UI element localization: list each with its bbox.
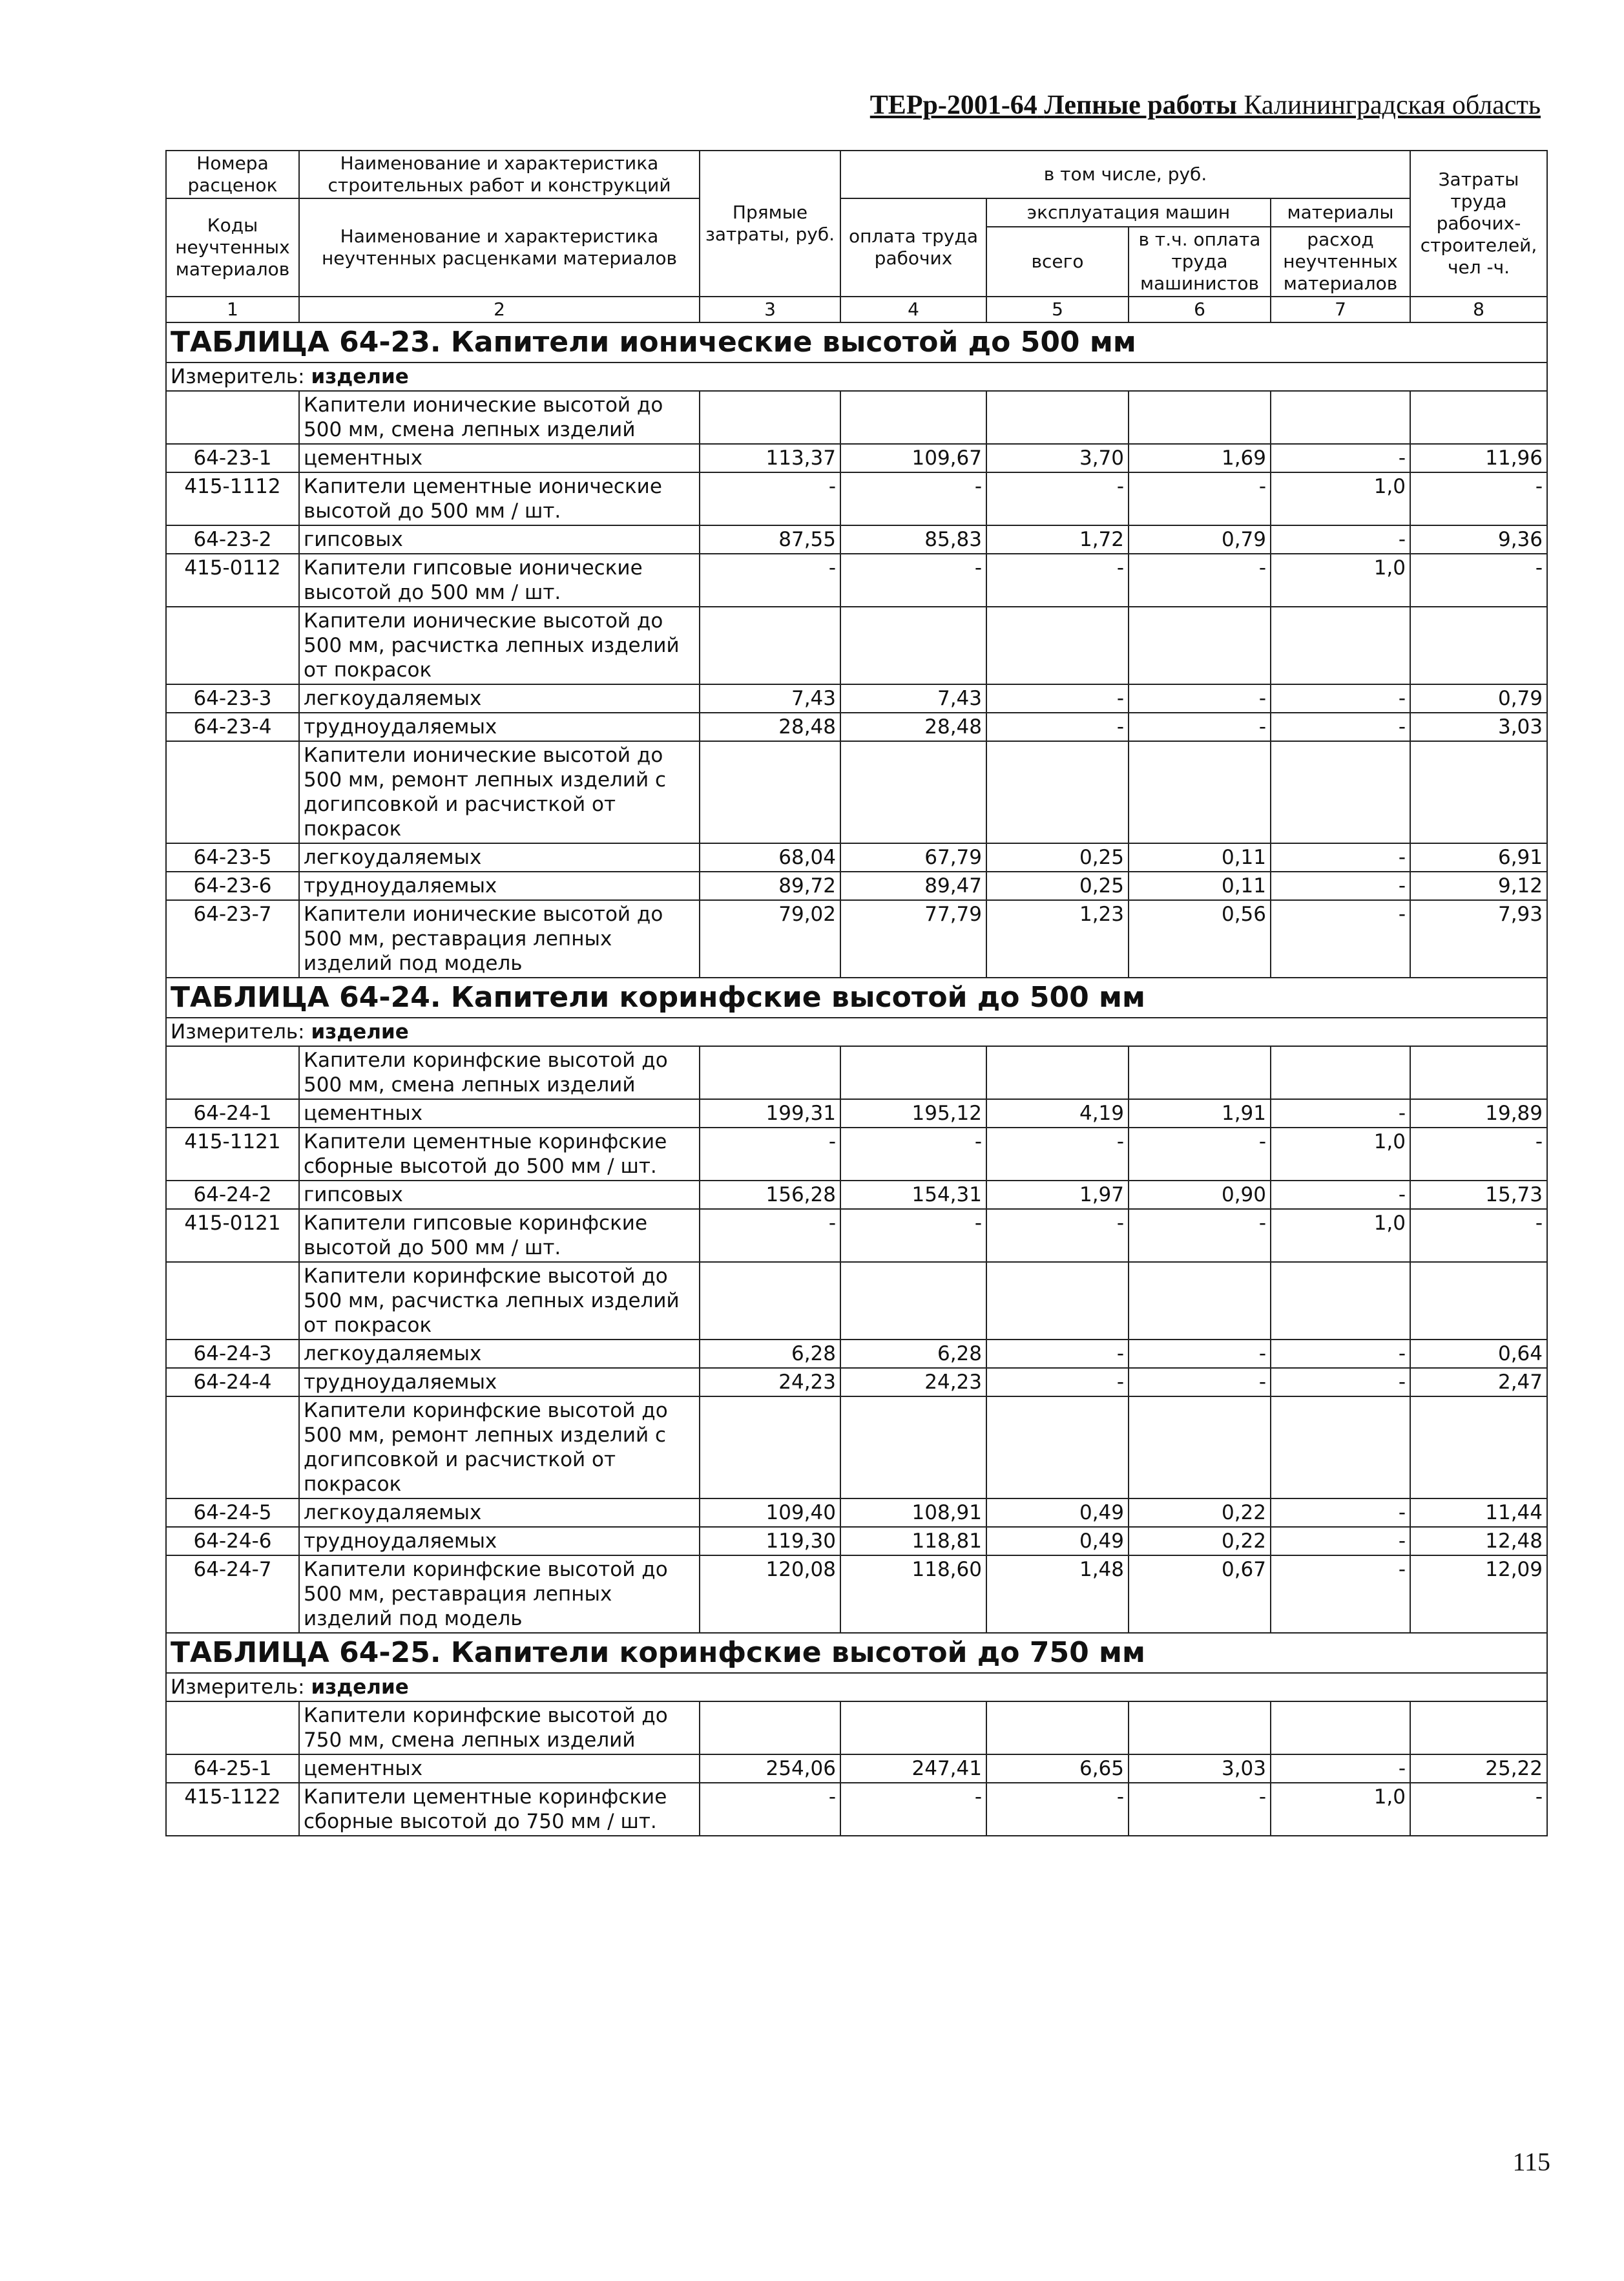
machinist-pay: - bbox=[1129, 1209, 1271, 1262]
group-empty-cell bbox=[1410, 391, 1547, 444]
group-empty-cell bbox=[700, 607, 840, 684]
table-row bbox=[166, 1099, 1547, 1128]
table-row bbox=[166, 1209, 1547, 1262]
group-empty-cell bbox=[1129, 741, 1271, 843]
table-row bbox=[166, 554, 1547, 607]
group-empty-cell bbox=[840, 1701, 986, 1754]
machines-total: 0,25 bbox=[986, 872, 1129, 900]
worker-pay: 89,47 bbox=[840, 872, 986, 900]
group-row bbox=[166, 1396, 1547, 1498]
rate-name: трудноудаляемых bbox=[299, 1368, 700, 1396]
worker-pay: 118,60 bbox=[840, 1555, 986, 1633]
worker-pay: - bbox=[840, 1783, 986, 1836]
table-row bbox=[166, 843, 1547, 872]
rate-code: 64-23-4 bbox=[166, 713, 299, 741]
section-title: ТАБЛИЦА 64-24. Капители коринфские высотой до 500 мм bbox=[166, 978, 1547, 1018]
table-row bbox=[166, 472, 1547, 525]
machines-total: - bbox=[986, 1368, 1129, 1396]
group-empty-cell bbox=[840, 607, 986, 684]
group-empty-cell bbox=[1410, 741, 1547, 843]
worker-pay: 108,91 bbox=[840, 1498, 986, 1527]
section-title-row bbox=[166, 1633, 1547, 1673]
group-row bbox=[166, 391, 1547, 444]
machinist-pay: 1,69 bbox=[1129, 444, 1271, 472]
material-consumption: 1,0 bbox=[1271, 1209, 1410, 1262]
measure-value: изделие bbox=[311, 1676, 409, 1699]
worker-pay: 195,12 bbox=[840, 1099, 986, 1128]
col-header-worker-pay: оплата труда рабочих bbox=[840, 198, 986, 297]
group-empty-cell bbox=[1129, 1262, 1271, 1340]
labor-hours: 6,91 bbox=[1410, 843, 1547, 872]
col-number: 3 bbox=[700, 297, 840, 322]
labor-hours: 0,64 bbox=[1410, 1340, 1547, 1368]
measure-label: Измеритель: bbox=[171, 1020, 305, 1044]
col-header-direct-costs: Прямые затраты, руб. bbox=[700, 151, 840, 297]
col-header-materials: материалы bbox=[1271, 198, 1410, 227]
rate-name: гипсовых bbox=[299, 1181, 700, 1209]
col-number: 6 bbox=[1129, 297, 1271, 322]
machines-total: - bbox=[986, 1128, 1129, 1181]
machinist-pay: - bbox=[1129, 1340, 1271, 1368]
labor-hours: 12,48 bbox=[1410, 1527, 1547, 1555]
group-empty-cell bbox=[986, 741, 1129, 843]
section-title: ТАБЛИЦА 64-25. Капители коринфские высотой до 750 мм bbox=[166, 1633, 1547, 1673]
rate-name: Капители гипсовые ионические высотой до 500 мм / шт. bbox=[299, 554, 700, 607]
machinist-pay: - bbox=[1129, 713, 1271, 741]
direct-costs: 68,04 bbox=[700, 843, 840, 872]
labor-hours: - bbox=[1410, 472, 1547, 525]
rate-name: цементных bbox=[299, 1754, 700, 1783]
group-description: Капители ионические высотой до 500 мм, смена лепных изделий bbox=[299, 391, 700, 444]
rate-name: трудноудаляемых bbox=[299, 872, 700, 900]
material-consumption: - bbox=[1271, 525, 1410, 554]
col-number: 4 bbox=[840, 297, 986, 322]
machines-total: - bbox=[986, 1783, 1129, 1836]
machinist-pay: 1,91 bbox=[1129, 1099, 1271, 1128]
group-empty-cell bbox=[1271, 741, 1410, 843]
group-empty-cell bbox=[840, 391, 986, 444]
rate-name: Капители цементные коринфские сборные высотой до 500 мм / шт. bbox=[299, 1128, 700, 1181]
measure-value: изделие bbox=[311, 365, 409, 388]
group-row bbox=[166, 607, 1547, 684]
direct-costs: 113,37 bbox=[700, 444, 840, 472]
group-code-cell bbox=[166, 1262, 299, 1340]
worker-pay: 109,67 bbox=[840, 444, 986, 472]
rates-table bbox=[165, 150, 1548, 1836]
col-header-machines: эксплуатация машин bbox=[986, 198, 1271, 227]
rate-code: 64-24-4 bbox=[166, 1368, 299, 1396]
group-empty-cell bbox=[1129, 607, 1271, 684]
labor-hours: 25,22 bbox=[1410, 1754, 1547, 1783]
rate-code: 415-1122 bbox=[166, 1783, 299, 1836]
group-empty-cell bbox=[1129, 1046, 1271, 1099]
col-header-material-codes: Коды неучтенных материалов bbox=[166, 198, 299, 297]
group-empty-cell bbox=[986, 1046, 1129, 1099]
measure-label: Измеритель: bbox=[171, 1676, 305, 1699]
table-row bbox=[166, 900, 1547, 978]
material-consumption: 1,0 bbox=[1271, 472, 1410, 525]
header-title: Лепные работы bbox=[1044, 90, 1237, 120]
measure-row bbox=[166, 1673, 1547, 1701]
rate-name: цементных bbox=[299, 1099, 700, 1128]
machinist-pay: - bbox=[1129, 1783, 1271, 1836]
material-consumption: - bbox=[1271, 1181, 1410, 1209]
group-description: Капители коринфские высотой до 500 мм, расчистка лепных изделий от покрасок bbox=[299, 1262, 700, 1340]
direct-costs: - bbox=[700, 554, 840, 607]
group-description: Капители коринфские высотой до 500 мм, ремонт лепных изделий с догипсовкой и расчисткой от покрасок bbox=[299, 1396, 700, 1498]
labor-hours: 11,44 bbox=[1410, 1498, 1547, 1527]
direct-costs: 156,28 bbox=[700, 1181, 840, 1209]
group-code-cell bbox=[166, 1396, 299, 1498]
measure-label: Измеритель: bbox=[171, 365, 305, 388]
rate-code: 415-0112 bbox=[166, 554, 299, 607]
group-empty-cell bbox=[700, 1701, 840, 1754]
machinist-pay: 0,90 bbox=[1129, 1181, 1271, 1209]
group-empty-cell bbox=[1410, 1046, 1547, 1099]
rate-name: трудноудаляемых bbox=[299, 713, 700, 741]
group-empty-cell bbox=[986, 1701, 1129, 1754]
group-empty-cell bbox=[700, 1396, 840, 1498]
group-empty-cell bbox=[840, 1396, 986, 1498]
labor-hours: 9,36 bbox=[1410, 525, 1547, 554]
group-empty-cell bbox=[1410, 607, 1547, 684]
rate-name: цементных bbox=[299, 444, 700, 472]
labor-hours: 7,93 bbox=[1410, 900, 1547, 978]
material-consumption: 1,0 bbox=[1271, 1128, 1410, 1181]
machines-total: - bbox=[986, 554, 1129, 607]
group-empty-cell bbox=[1129, 1396, 1271, 1498]
rate-code: 64-23-2 bbox=[166, 525, 299, 554]
direct-costs: 120,08 bbox=[700, 1555, 840, 1633]
direct-costs: 79,02 bbox=[700, 900, 840, 978]
table-row bbox=[166, 713, 1547, 741]
group-empty-cell bbox=[1271, 607, 1410, 684]
material-consumption: - bbox=[1271, 1099, 1410, 1128]
rate-code: 64-24-7 bbox=[166, 1555, 299, 1633]
col-header-machinist-pay: в т.ч. оплата труда машинистов bbox=[1129, 227, 1271, 297]
machines-total: 0,49 bbox=[986, 1527, 1129, 1555]
material-consumption: - bbox=[1271, 1340, 1410, 1368]
group-empty-cell bbox=[1129, 391, 1271, 444]
group-code-cell bbox=[166, 607, 299, 684]
table-row bbox=[166, 1181, 1547, 1209]
rate-name: гипсовых bbox=[299, 525, 700, 554]
machines-total: 0,25 bbox=[986, 843, 1129, 872]
direct-costs: 89,72 bbox=[700, 872, 840, 900]
direct-costs: 87,55 bbox=[700, 525, 840, 554]
column-numbers-row bbox=[166, 297, 1547, 322]
rate-code: 64-24-6 bbox=[166, 1527, 299, 1555]
group-empty-cell bbox=[840, 1046, 986, 1099]
machinist-pay: - bbox=[1129, 1128, 1271, 1181]
rate-code: 64-23-1 bbox=[166, 444, 299, 472]
labor-hours: 9,12 bbox=[1410, 872, 1547, 900]
machinist-pay: 0,22 bbox=[1129, 1498, 1271, 1527]
labor-hours: 19,89 bbox=[1410, 1099, 1547, 1128]
page-header bbox=[807, 89, 1541, 121]
table-row bbox=[166, 1527, 1547, 1555]
col-number: 5 bbox=[986, 297, 1129, 322]
rate-name: легкоудаляемых bbox=[299, 1340, 700, 1368]
rate-name: Капители цементные коринфские сборные высотой до 750 мм / шт. bbox=[299, 1783, 700, 1836]
machinist-pay: 0,56 bbox=[1129, 900, 1271, 978]
machinist-pay: 0,11 bbox=[1129, 843, 1271, 872]
col-header-material-consumption: расход неучтенных материалов bbox=[1271, 227, 1410, 297]
worker-pay: 247,41 bbox=[840, 1754, 986, 1783]
direct-costs: - bbox=[700, 1128, 840, 1181]
material-consumption: - bbox=[1271, 1498, 1410, 1527]
table-header bbox=[166, 151, 1547, 322]
group-code-cell bbox=[166, 1046, 299, 1099]
material-consumption: - bbox=[1271, 900, 1410, 978]
group-row bbox=[166, 1701, 1547, 1754]
machines-total: 3,70 bbox=[986, 444, 1129, 472]
machines-total: 6,65 bbox=[986, 1754, 1129, 1783]
table-row bbox=[166, 1555, 1547, 1633]
measure-value: изделие bbox=[311, 1020, 409, 1044]
material-consumption: - bbox=[1271, 1368, 1410, 1396]
group-empty-cell bbox=[1271, 391, 1410, 444]
worker-pay: 154,31 bbox=[840, 1181, 986, 1209]
rate-code: 64-25-1 bbox=[166, 1754, 299, 1783]
group-empty-cell bbox=[1410, 1396, 1547, 1498]
worker-pay: - bbox=[840, 1128, 986, 1181]
direct-costs: 119,30 bbox=[700, 1527, 840, 1555]
material-consumption: 1,0 bbox=[1271, 1783, 1410, 1836]
group-empty-cell bbox=[700, 1262, 840, 1340]
machines-total: - bbox=[986, 472, 1129, 525]
group-empty-cell bbox=[840, 1262, 986, 1340]
machinist-pay: 0,11 bbox=[1129, 872, 1271, 900]
group-empty-cell bbox=[1271, 1046, 1410, 1099]
table-row bbox=[166, 1340, 1547, 1368]
labor-hours: - bbox=[1410, 1209, 1547, 1262]
machines-total: 1,48 bbox=[986, 1555, 1129, 1633]
col-header-machines-total: всего bbox=[986, 227, 1129, 297]
labor-hours: 12,09 bbox=[1410, 1555, 1547, 1633]
col-header-work-name: Наименование и характеристика строительных работ и конструкций bbox=[299, 151, 700, 198]
machines-total: 1,23 bbox=[986, 900, 1129, 978]
labor-hours: 2,47 bbox=[1410, 1368, 1547, 1396]
material-consumption: - bbox=[1271, 1754, 1410, 1783]
group-empty-cell bbox=[986, 607, 1129, 684]
direct-costs: - bbox=[700, 1783, 840, 1836]
col-number: 7 bbox=[1271, 297, 1410, 322]
rate-code: 64-24-2 bbox=[166, 1181, 299, 1209]
rate-code: 415-0121 bbox=[166, 1209, 299, 1262]
group-empty-cell bbox=[1410, 1262, 1547, 1340]
group-empty-cell bbox=[986, 1262, 1129, 1340]
material-consumption: - bbox=[1271, 872, 1410, 900]
table-row bbox=[166, 1498, 1547, 1527]
table-row bbox=[166, 1368, 1547, 1396]
table-row bbox=[166, 1754, 1547, 1783]
worker-pay: - bbox=[840, 1209, 986, 1262]
rate-code: 64-23-6 bbox=[166, 872, 299, 900]
machines-total: 0,49 bbox=[986, 1498, 1129, 1527]
machines-total: - bbox=[986, 713, 1129, 741]
group-empty-cell bbox=[1271, 1262, 1410, 1340]
col-number: 2 bbox=[299, 297, 700, 322]
labor-hours: 11,96 bbox=[1410, 444, 1547, 472]
machinist-pay: - bbox=[1129, 1368, 1271, 1396]
worker-pay: 28,48 bbox=[840, 713, 986, 741]
table-row bbox=[166, 684, 1547, 713]
direct-costs: 199,31 bbox=[700, 1099, 840, 1128]
labor-hours: 15,73 bbox=[1410, 1181, 1547, 1209]
machinist-pay: 3,03 bbox=[1129, 1754, 1271, 1783]
rate-code: 64-23-7 bbox=[166, 900, 299, 978]
group-empty-cell bbox=[700, 391, 840, 444]
worker-pay: - bbox=[840, 472, 986, 525]
machines-total: 1,72 bbox=[986, 525, 1129, 554]
group-row bbox=[166, 741, 1547, 843]
measure-unit bbox=[166, 1673, 1547, 1701]
rate-name: Капители ионические высотой до 500 мм, реставрация лепных изделий под модель bbox=[299, 900, 700, 978]
rate-code: 64-24-1 bbox=[166, 1099, 299, 1128]
labor-hours: - bbox=[1410, 1128, 1547, 1181]
rate-name: Капители коринфские высотой до 500 мм, реставрация лепных изделий под модель bbox=[299, 1555, 700, 1633]
machines-total: 4,19 bbox=[986, 1099, 1129, 1128]
group-code-cell bbox=[166, 1701, 299, 1754]
machinist-pay: 0,67 bbox=[1129, 1555, 1271, 1633]
direct-costs: - bbox=[700, 1209, 840, 1262]
rate-code: 64-23-3 bbox=[166, 684, 299, 713]
rate-code: 64-24-3 bbox=[166, 1340, 299, 1368]
header-region: Калининградская область bbox=[1244, 90, 1541, 120]
measure-unit bbox=[166, 363, 1547, 391]
group-empty-cell bbox=[1129, 1701, 1271, 1754]
labor-hours: - bbox=[1410, 554, 1547, 607]
rate-name: легкоудаляемых bbox=[299, 684, 700, 713]
rate-code: 415-1121 bbox=[166, 1128, 299, 1181]
rate-name: трудноудаляемых bbox=[299, 1527, 700, 1555]
worker-pay: 118,81 bbox=[840, 1527, 986, 1555]
col-header-including: в том числе, руб. bbox=[840, 151, 1410, 198]
machinist-pay: - bbox=[1129, 472, 1271, 525]
worker-pay: 7,43 bbox=[840, 684, 986, 713]
group-row bbox=[166, 1046, 1547, 1099]
machinist-pay: - bbox=[1129, 684, 1271, 713]
material-consumption: - bbox=[1271, 713, 1410, 741]
table-row bbox=[166, 1128, 1547, 1181]
col-header-material-name: Наименование и характеристика неучтенных расценками материалов bbox=[299, 198, 700, 297]
worker-pay: - bbox=[840, 554, 986, 607]
table-row bbox=[166, 444, 1547, 472]
material-consumption: - bbox=[1271, 1555, 1410, 1633]
col-number: 1 bbox=[166, 297, 299, 322]
page-number: 115 bbox=[1512, 2147, 1550, 2176]
machinist-pay: 0,22 bbox=[1129, 1527, 1271, 1555]
material-consumption: - bbox=[1271, 1527, 1410, 1555]
worker-pay: 85,83 bbox=[840, 525, 986, 554]
group-description: Капители ионические высотой до 500 мм, ремонт лепных изделий с догипсовкой и расчисткой от покрасок bbox=[299, 741, 700, 843]
direct-costs: 6,28 bbox=[700, 1340, 840, 1368]
section-title-row bbox=[166, 322, 1547, 363]
measure-row bbox=[166, 363, 1547, 391]
direct-costs: 28,48 bbox=[700, 713, 840, 741]
material-consumption: - bbox=[1271, 684, 1410, 713]
direct-costs: 254,06 bbox=[700, 1754, 840, 1783]
machines-total: 1,97 bbox=[986, 1181, 1129, 1209]
col-header-labor-hours: Затраты труда рабочих-строителей, чел -ч. bbox=[1410, 151, 1547, 297]
machines-total: - bbox=[986, 684, 1129, 713]
section-title: ТАБЛИЦА 64-23. Капители ионические высотой до 500 мм bbox=[166, 322, 1547, 363]
group-row bbox=[166, 1262, 1547, 1340]
material-consumption: - bbox=[1271, 444, 1410, 472]
machinist-pay: 0,79 bbox=[1129, 525, 1271, 554]
material-consumption: - bbox=[1271, 843, 1410, 872]
rate-name: легкоудаляемых bbox=[299, 843, 700, 872]
group-description: Капители коринфские высотой до 500 мм, смена лепных изделий bbox=[299, 1046, 700, 1099]
direct-costs: - bbox=[700, 472, 840, 525]
material-consumption: 1,0 bbox=[1271, 554, 1410, 607]
rate-name: Капители гипсовые коринфские высотой до 500 мм / шт. bbox=[299, 1209, 700, 1262]
labor-hours: 3,03 bbox=[1410, 713, 1547, 741]
worker-pay: 24,23 bbox=[840, 1368, 986, 1396]
group-empty-cell bbox=[700, 741, 840, 843]
table-row bbox=[166, 525, 1547, 554]
rate-code: 64-24-5 bbox=[166, 1498, 299, 1527]
group-empty-cell bbox=[986, 391, 1129, 444]
group-empty-cell bbox=[840, 741, 986, 843]
table-row bbox=[166, 1783, 1547, 1836]
group-empty-cell bbox=[700, 1046, 840, 1099]
rate-code: 415-1112 bbox=[166, 472, 299, 525]
worker-pay: 77,79 bbox=[840, 900, 986, 978]
group-empty-cell bbox=[1271, 1396, 1410, 1498]
direct-costs: 24,23 bbox=[700, 1368, 840, 1396]
group-description: Капители ионические высотой до 500 мм, расчистка лепных изделий от покрасок bbox=[299, 607, 700, 684]
rate-code: 64-23-5 bbox=[166, 843, 299, 872]
col-number: 8 bbox=[1410, 297, 1547, 322]
labor-hours: 0,79 bbox=[1410, 684, 1547, 713]
measure-row bbox=[166, 1018, 1547, 1046]
labor-hours: - bbox=[1410, 1783, 1547, 1836]
group-empty-cell bbox=[986, 1396, 1129, 1498]
machines-total: - bbox=[986, 1340, 1129, 1368]
table-row bbox=[166, 872, 1547, 900]
group-empty-cell bbox=[1271, 1701, 1410, 1754]
machines-total: - bbox=[986, 1209, 1129, 1262]
measure-unit bbox=[166, 1018, 1547, 1046]
col-header-rate-numbers: Номера расценок bbox=[166, 151, 299, 198]
group-code-cell bbox=[166, 391, 299, 444]
table-body bbox=[166, 322, 1547, 1836]
worker-pay: 67,79 bbox=[840, 843, 986, 872]
section-title-row bbox=[166, 978, 1547, 1018]
direct-costs: 7,43 bbox=[700, 684, 840, 713]
header-code: ТЕРр-2001-64 bbox=[869, 90, 1037, 120]
direct-costs: 109,40 bbox=[700, 1498, 840, 1527]
rate-name: Капители цементные ионические высотой до 500 мм / шт. bbox=[299, 472, 700, 525]
machinist-pay: - bbox=[1129, 554, 1271, 607]
worker-pay: 6,28 bbox=[840, 1340, 986, 1368]
group-empty-cell bbox=[1410, 1701, 1547, 1754]
rate-name: легкоудаляемых bbox=[299, 1498, 700, 1527]
group-code-cell bbox=[166, 741, 299, 843]
group-description: Капители коринфские высотой до 750 мм, смена лепных изделий bbox=[299, 1701, 700, 1754]
